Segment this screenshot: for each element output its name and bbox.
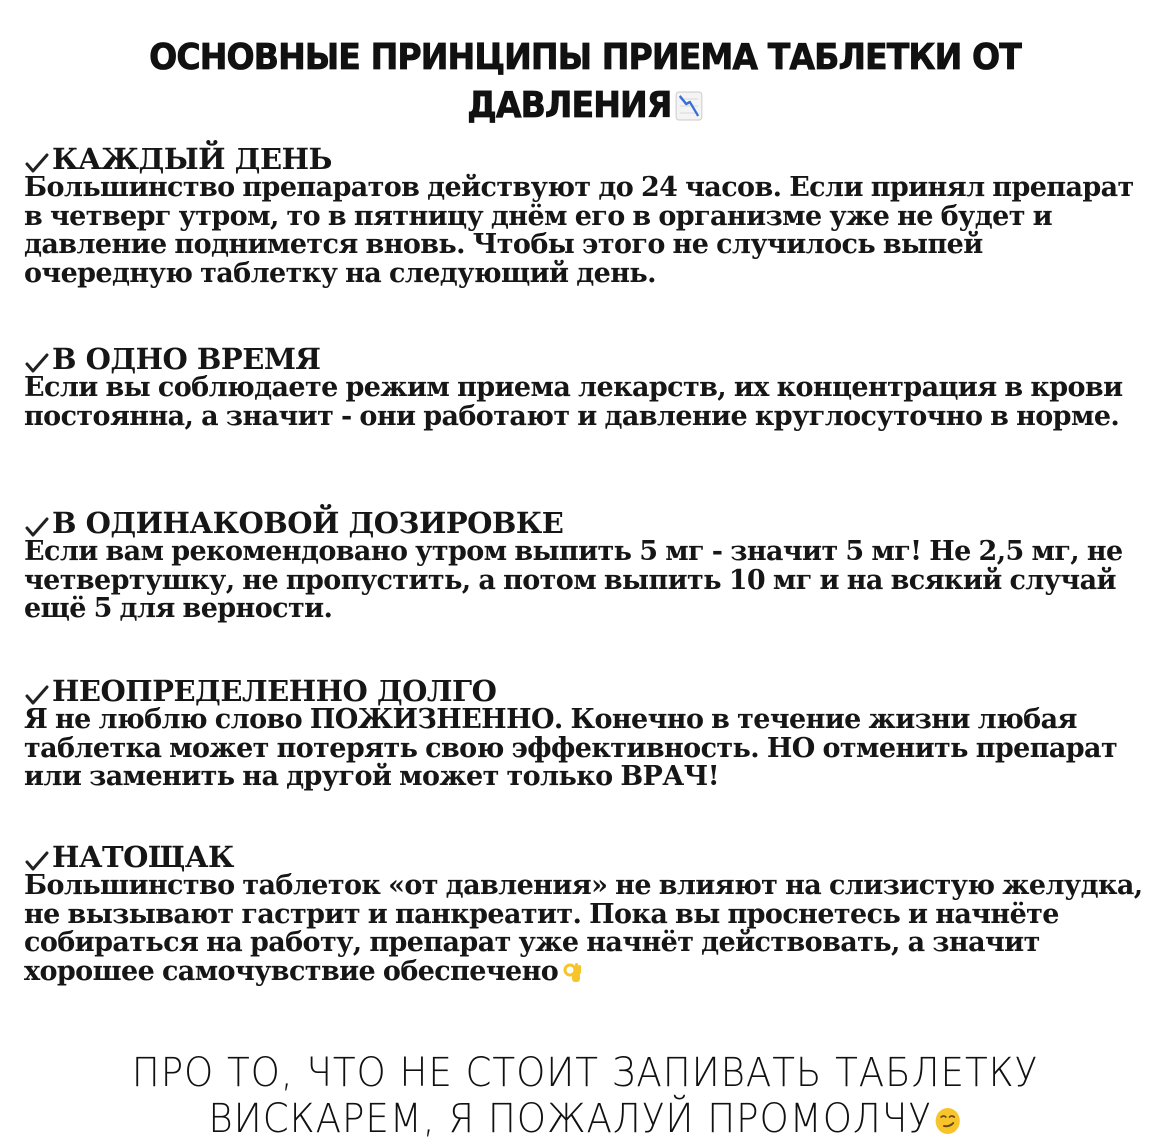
section-heading-text: НАТОЩАК	[52, 840, 234, 874]
title-line-2-wrap	[47, 82, 1123, 130]
section-heading	[24, 144, 1154, 174]
checkmark-icon	[24, 352, 50, 374]
section-body: Если вы соблюдаете режим приема лекарств, их концентрация в крови постоянна, а значит - они работают и давление круглосуточно в норме.	[24, 372, 1123, 432]
section-body: Большинство таблеток «от давления» не влияют на слизистую желудка, не вызывают гастрит и панкреатит. Пока вы проснетесь и начнёте собираться на работу, препарат уже начнёт действовать, а значит хорошее самочувствие обеспечено	[24, 870, 1143, 987]
title-line-2: ДАВЛЕНИЯ	[467, 85, 672, 126]
ok-hand-icon	[560, 961, 582, 983]
footer-note	[41, 1050, 1129, 1142]
section-heading	[24, 344, 1154, 374]
section-heading-text: В ОДИНАКОВОЙ ДОЗИРОВКЕ	[52, 506, 564, 540]
checkmark-icon	[24, 516, 50, 538]
checkmark-icon	[24, 850, 50, 872]
section-every-day	[24, 144, 1154, 288]
section-heading	[24, 508, 1154, 538]
footer-line-2-wrap	[41, 1096, 1129, 1142]
page-title	[47, 34, 1123, 130]
footer-line-2: ВИСКАРЕМ, Я ПОЖАЛУЙ ПРОМОЛЧУ	[208, 1096, 932, 1142]
chart-decreasing-icon	[675, 91, 703, 121]
section-body: Большинство препаратов действуют до 24 часов. Если принял препарат в четверг утром, то в пятницу днём его в организме уже не будет и давление поднимется вновь. Чтобы этого не случилось выпей очередную таблетку на следующий день.	[24, 172, 1134, 289]
footer-line-1: ПРО ТО, ЧТО НЕ СТОИТ ЗАПИВАТЬ ТАБЛЕТКУ	[131, 1050, 1039, 1096]
section-body: Я не люблю слово ПОЖИЗНЕННО. Конечно в течение жизни любая таблетка может потерять свою эффективность. НО отменить препарат или заменить на другой может только ВРАЧ!	[24, 704, 1118, 792]
checkmark-icon	[24, 152, 50, 174]
section-indefinitely	[24, 676, 1154, 792]
section-body: Если вам рекомендовано утром выпить 5 мг - значит 5 мг! Не 2,5 мг, не четвертушку, не пропустить, а потом выпить 10 мг и на всякий случай ещё 5 для верности.	[24, 536, 1123, 624]
section-heading-text: КАЖДЫЙ ДЕНЬ	[52, 142, 332, 176]
smirking-face-icon	[934, 1106, 962, 1136]
section-heading	[24, 676, 1154, 706]
section-heading	[24, 842, 1154, 872]
section-same-time	[24, 344, 1154, 431]
section-heading-text: В ОДНО ВРЕМЯ	[52, 342, 321, 376]
section-body-wrap	[24, 872, 1154, 986]
checkmark-icon	[24, 684, 50, 706]
title-line-1: ОСНОВНЫЕ ПРИНЦИПЫ ПРИЕМА ТАБЛЕТКИ ОТ	[149, 37, 1021, 78]
section-heading-text: НЕОПРЕДЕЛЕННО ДОЛГО	[52, 674, 497, 708]
section-empty-stomach	[24, 842, 1154, 986]
section-same-dose	[24, 508, 1154, 624]
